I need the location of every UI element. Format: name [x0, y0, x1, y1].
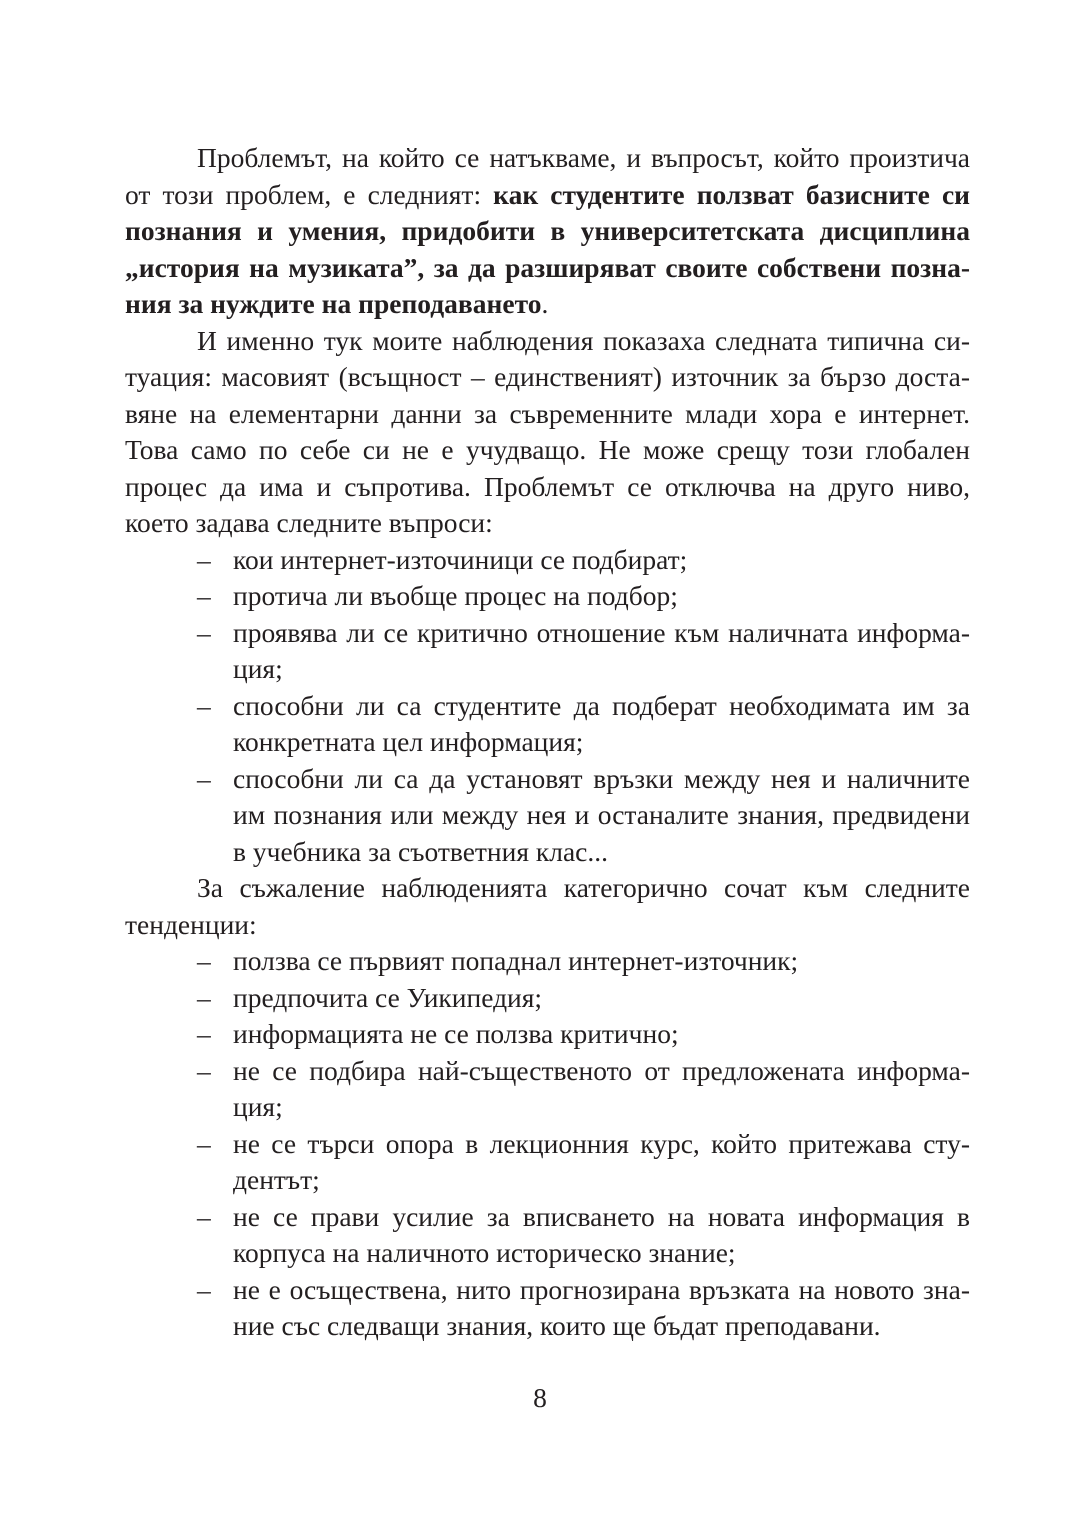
- list-item-text: предпочита се Уикипедия;: [233, 981, 543, 1013]
- list-item-text: не се подбира най-същественото от предложената информация;: [233, 1054, 970, 1122]
- list-item: [125, 1016, 970, 1053]
- list-item: [125, 980, 970, 1017]
- dash-marker: –: [197, 1018, 211, 1049]
- list-item: [125, 1126, 970, 1199]
- dash-marker: –: [197, 689, 211, 721]
- dash-marker: –: [197, 1127, 211, 1159]
- page-number: 8: [533, 1382, 547, 1413]
- page-body: [125, 140, 970, 1345]
- paragraph-observations: И именно тук моите наблюдения показаха следната типична ситуация: масовият (всъщност – единственият) източник за бързо доставяне на елементарни данни за съвременните млади хора е интернет. Това само по себе си не е учудващо. Не може срещу този глобален процес да има и съпротива. Проблемът се отключва на друго ниво, което задава следните въпроси:: [125, 324, 970, 538]
- paragraph-tendencies-intro: За съжаление наблюденията категорично сочат към следните тенденции:: [125, 872, 970, 940]
- list-item-text: не се търси опора в лекционния курс, който притежава студентът;: [233, 1127, 970, 1195]
- dash-marker: –: [197, 762, 211, 794]
- list-item-text: кои интернет-източиници се подбират;: [233, 543, 688, 575]
- list-item: [125, 1272, 970, 1345]
- list-item-text: ползва се първият попаднал интернет-източник;: [233, 945, 799, 976]
- list-item: [125, 943, 970, 980]
- list-item: [125, 761, 970, 871]
- list-item-text: способни ли са студентите да подберат необходимата им за конкретната цел информация;: [233, 689, 970, 757]
- list-item: [125, 578, 970, 615]
- paragraph-problem-statement: [125, 140, 970, 323]
- list-item-text: не се прави усилие за вписването на новата информация в корпуса на наличното историческо знание;: [233, 1200, 970, 1268]
- dash-marker: –: [197, 1273, 211, 1305]
- dash-marker: –: [197, 981, 211, 1013]
- questions-list: [125, 542, 970, 871]
- dash-marker: –: [197, 1200, 211, 1232]
- dash-marker: –: [197, 616, 211, 648]
- list-item: [125, 688, 970, 761]
- paragraph-problem-tail: .: [541, 288, 549, 319]
- list-item-text: информацията не се ползва критично;: [233, 1018, 679, 1049]
- list-item: [125, 1053, 970, 1126]
- dash-marker: –: [197, 945, 211, 976]
- dash-marker: –: [197, 580, 211, 611]
- paragraph-problem-bold-question: как студентите ползват базисните си познания и умения, придобити в университетската дисциплина „история на музиката”, за да разширяват своите собствени познания за нуждите на преподаването: [125, 178, 970, 319]
- tendencies-list: [125, 943, 970, 1345]
- list-item: [125, 1199, 970, 1272]
- list-item: [125, 615, 970, 688]
- dash-marker: –: [197, 1054, 211, 1086]
- list-item-text: способни ли са да установят връзки между нея и наличните им познания или между нея и останалите знания, предвидени в учебника за съответния клас...: [233, 762, 970, 867]
- list-item-text: проявява ли се критично отношение към наличната информация;: [233, 616, 970, 684]
- list-item-text: не е осъществена, нито прогнозирана връзката на новото знание със следващи знания, които ще бъдат преподавани.: [233, 1273, 970, 1341]
- dash-marker: –: [197, 543, 211, 575]
- list-item-text: протича ли въобще процес на подбор;: [233, 580, 678, 611]
- list-item: [125, 542, 970, 579]
- paragraph-problem-lead: Проблемът, на който се натъкваме, и въпросът, който произтича от този проблем, е следният:: [125, 142, 970, 210]
